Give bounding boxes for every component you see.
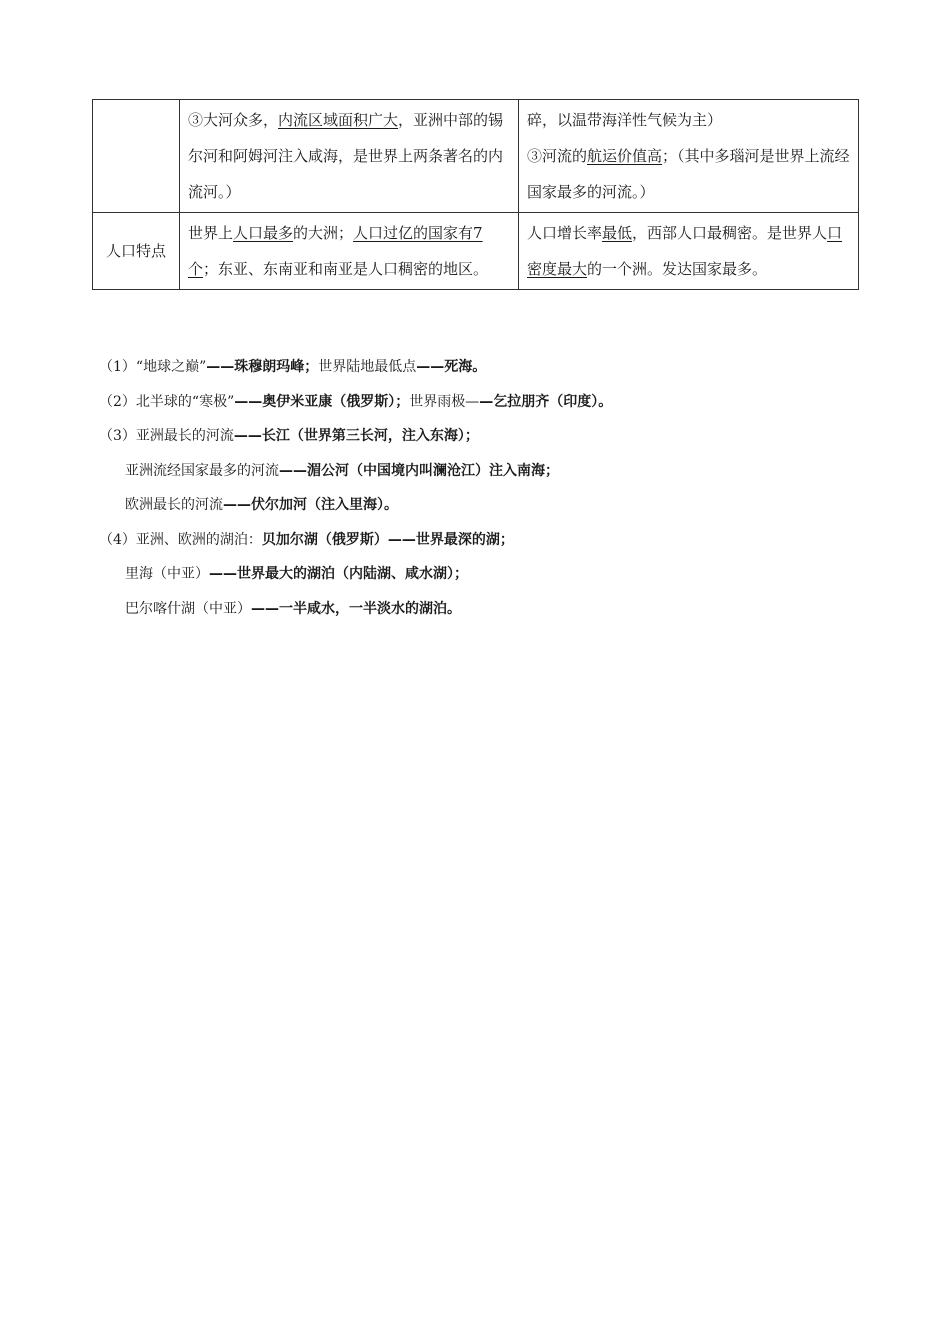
underlined-text: 航运价值高 xyxy=(587,147,663,165)
fact-text: 巴尔喀什湖（中亚） xyxy=(125,600,251,617)
underlined-text: 人口最多 xyxy=(233,224,294,242)
underlined-text: 人口过亿的国家有7个 xyxy=(188,224,483,278)
cell-text: ，西部人口最稠密。是世界人 xyxy=(632,224,828,242)
asia-population-cell xyxy=(180,213,519,290)
fact-text: （3）亚洲最长的河流 xyxy=(99,428,234,444)
europe-rivers-cell xyxy=(519,100,859,213)
cell-text: 的一个洲。发达国家最多。 xyxy=(587,260,768,278)
fact-bold: ——世界最大的湖泊（内陆湖、咸水湖）； xyxy=(209,566,468,582)
cell-text: ，亚洲中部的锡尔河和阿姆河注入咸海，是世界上两条著名的内流河。） xyxy=(188,111,504,201)
underlined-text: 最低 xyxy=(602,224,633,242)
fact-bold: ——奥伊米亚康（俄罗斯）； xyxy=(234,393,410,410)
row-label xyxy=(93,100,180,213)
fact-bold: ——伏尔加河（注入里海）。 xyxy=(223,497,398,513)
fact-subitem xyxy=(99,488,859,523)
fact-bold: —乞拉朋齐（印度）。 xyxy=(479,393,613,410)
europe-population-cell xyxy=(519,213,859,290)
fact-bold: 贝加尔湖（俄罗斯）——世界最深的湖； xyxy=(261,531,514,548)
fact-subitem xyxy=(99,557,859,592)
comparison-table xyxy=(92,99,859,290)
fact-subitem xyxy=(99,454,859,489)
key-facts-list xyxy=(99,350,859,626)
fact-bold: ——长江（世界第三长河，注入东海）； xyxy=(233,428,479,444)
asia-rivers-cell xyxy=(180,100,519,213)
cell-text: 人口增长率 xyxy=(527,224,603,242)
cell-text: ；（其中多瑙河是世界上流经国家最多的河流。） xyxy=(527,147,850,201)
underlined-text: 内流区域面积广大 xyxy=(278,111,399,129)
fact-text: （2）北半球的“寒极” xyxy=(99,393,235,410)
fact-text: 里海（中亚） xyxy=(125,566,209,582)
fact-bold: ——死海。 xyxy=(416,359,487,375)
fact-text: （1）“地球之巅” xyxy=(99,359,207,375)
fact-bold: ——湄公河（中国境内叫澜沧江）注入南海； xyxy=(279,462,559,479)
fact-text: 世界雨极— xyxy=(409,393,480,410)
fact-item xyxy=(99,350,859,385)
cell-text: ；东亚、东南亚和南亚是人口稠密的地区。 xyxy=(203,260,489,278)
fact-bold: ——珠穆朗玛峰； xyxy=(206,359,319,375)
cell-text: ③大河众多， xyxy=(188,111,279,129)
underlined-text: 口密度最大 xyxy=(527,224,843,278)
table-row xyxy=(93,213,859,290)
fact-bold: ——一半咸水，一半淡水的湖泊。 xyxy=(251,600,461,617)
fact-subitem xyxy=(99,592,859,627)
cell-text: 碎，以温带海洋性气候为主） xyxy=(527,111,723,129)
cell-text: 世界上 xyxy=(188,224,234,242)
row-label: 人口特点 xyxy=(93,213,180,290)
fact-text: （4）亚洲、欧洲的湖泊： xyxy=(99,531,262,548)
fact-item xyxy=(99,385,859,420)
fact-text: 亚洲流经国家最多的河流 xyxy=(125,462,279,479)
fact-text: 世界陆地最低点 xyxy=(318,359,417,375)
cell-text: 的大洲； xyxy=(293,224,354,242)
table-row xyxy=(93,100,859,213)
fact-item xyxy=(99,419,859,454)
fact-text: 欧洲最长的河流 xyxy=(125,497,223,513)
fact-item xyxy=(99,523,859,558)
cell-text: ③河流的 xyxy=(527,147,588,165)
